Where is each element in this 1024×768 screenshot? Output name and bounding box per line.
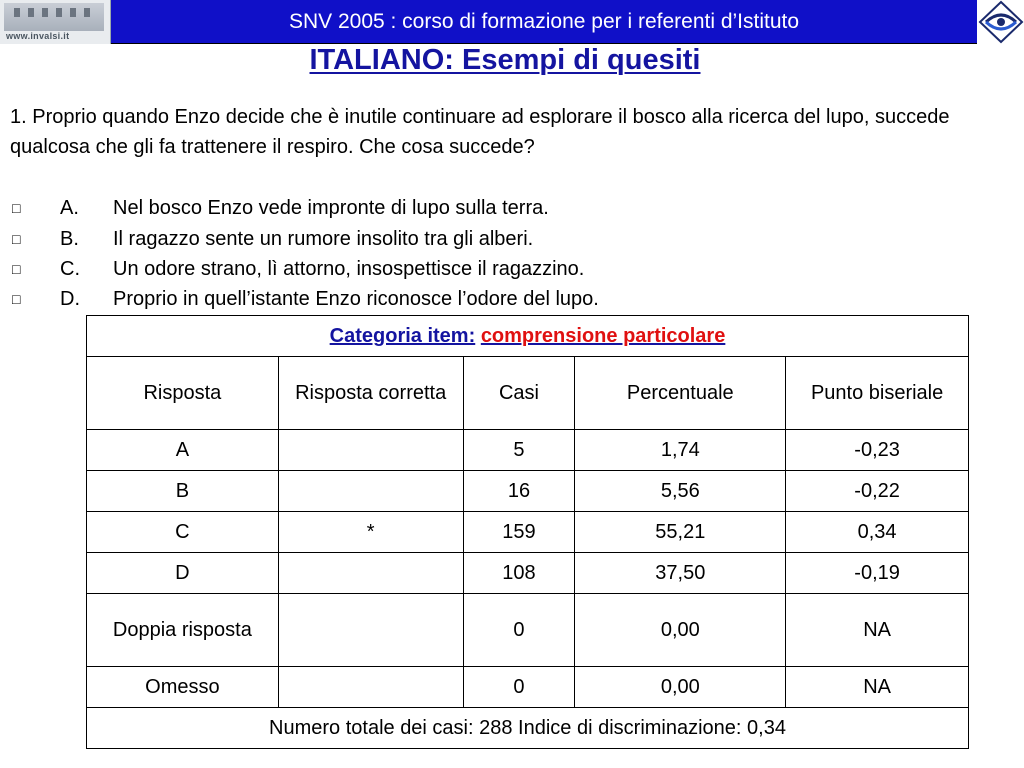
- table-cell: -0,19: [786, 553, 969, 594]
- table-cell: 5: [463, 430, 575, 471]
- item-statistics-table: [86, 315, 969, 749]
- option-text: Il ragazzo sente un rumore insolito tra gli alberi.: [113, 228, 534, 250]
- table-cell: [278, 594, 463, 667]
- table-cell: 0,00: [575, 594, 786, 667]
- table-cell: 0: [463, 667, 575, 708]
- column-header: Punto biseriale: [786, 357, 969, 430]
- column-header: Casi: [463, 357, 575, 430]
- table-cell: -0,22: [786, 471, 969, 512]
- option-letter: C.: [60, 258, 80, 280]
- category-cell: [87, 316, 969, 357]
- table-cell: NA: [786, 667, 969, 708]
- option-letter: D.: [60, 288, 80, 310]
- category-label: Categoria item:: [329, 325, 476, 347]
- table-cell: A: [87, 430, 279, 471]
- checkbox-icon: □: [12, 200, 21, 216]
- table-cell: [278, 667, 463, 708]
- table-cell: 1,74: [575, 430, 786, 471]
- table-cell: -0,23: [786, 430, 969, 471]
- checkbox-icon: □: [12, 261, 21, 277]
- table-cell: 0,00: [575, 667, 786, 708]
- table-cell: 37,50: [575, 553, 786, 594]
- column-header: Risposta corretta: [278, 357, 463, 430]
- table-cell: [278, 430, 463, 471]
- logo-url: www.invalsi.it: [6, 31, 70, 41]
- table-cell: 108: [463, 553, 575, 594]
- table-cell: 0: [463, 594, 575, 667]
- slide-title: ITALIANO: Esempi di quesiti: [309, 44, 701, 76]
- table-cell: 0,34: [786, 512, 969, 553]
- table-cell: [278, 471, 463, 512]
- table-cell: Omesso: [87, 667, 279, 708]
- header-title: SNV 2005 : corso di formazione per i referenti d’Istituto: [288, 9, 800, 33]
- option-text: Nel bosco Enzo vede impronte di lupo sulla terra.: [113, 197, 549, 219]
- table-cell: *: [278, 512, 463, 553]
- table-header-row: [87, 357, 969, 430]
- table-row: [87, 553, 969, 594]
- invalsi-logo-left: [0, 0, 111, 44]
- option-letter: B.: [60, 228, 79, 250]
- table-cell: B: [87, 471, 279, 512]
- invalsi-emblem-icon: [978, 0, 1024, 44]
- table-cell: Doppia risposta: [87, 594, 279, 667]
- column-header: Percentuale: [575, 357, 786, 430]
- header-bar: [111, 0, 977, 44]
- table-cell: D: [87, 553, 279, 594]
- table-row: [87, 667, 969, 708]
- option-text: Proprio in quell’istante Enzo riconosce l’odore del lupo.: [113, 288, 599, 310]
- table-cell: 16: [463, 471, 575, 512]
- table-footer: Numero totale dei casi: 288 Indice di discriminazione: 0,34: [87, 708, 969, 749]
- checkbox-icon: □: [12, 291, 21, 307]
- table-cell: C: [87, 512, 279, 553]
- option-text: Un odore strano, lì attorno, insospettisce il ragazzino.: [113, 258, 585, 280]
- table-cell: 159: [463, 512, 575, 553]
- question-text: 1. Proprio quando Enzo decide che è inutile continuare ad esplorare il bosco alla ricerca del lupo, succede qualcosa che gli fa trattenere il respiro. Che cosa succede?: [10, 106, 950, 158]
- table-cell: 5,56: [575, 471, 786, 512]
- checkbox-icon: □: [12, 231, 21, 247]
- table-cell: 55,21: [575, 512, 786, 553]
- table-row: [87, 512, 969, 553]
- option-letter: A.: [60, 197, 79, 219]
- table-cell: NA: [786, 594, 969, 667]
- table-row: [87, 471, 969, 512]
- column-header: Risposta: [87, 357, 279, 430]
- table-row: [87, 430, 969, 471]
- category-value: comprensione particolare: [480, 325, 726, 347]
- table-cell: [278, 553, 463, 594]
- table-row: [87, 594, 969, 667]
